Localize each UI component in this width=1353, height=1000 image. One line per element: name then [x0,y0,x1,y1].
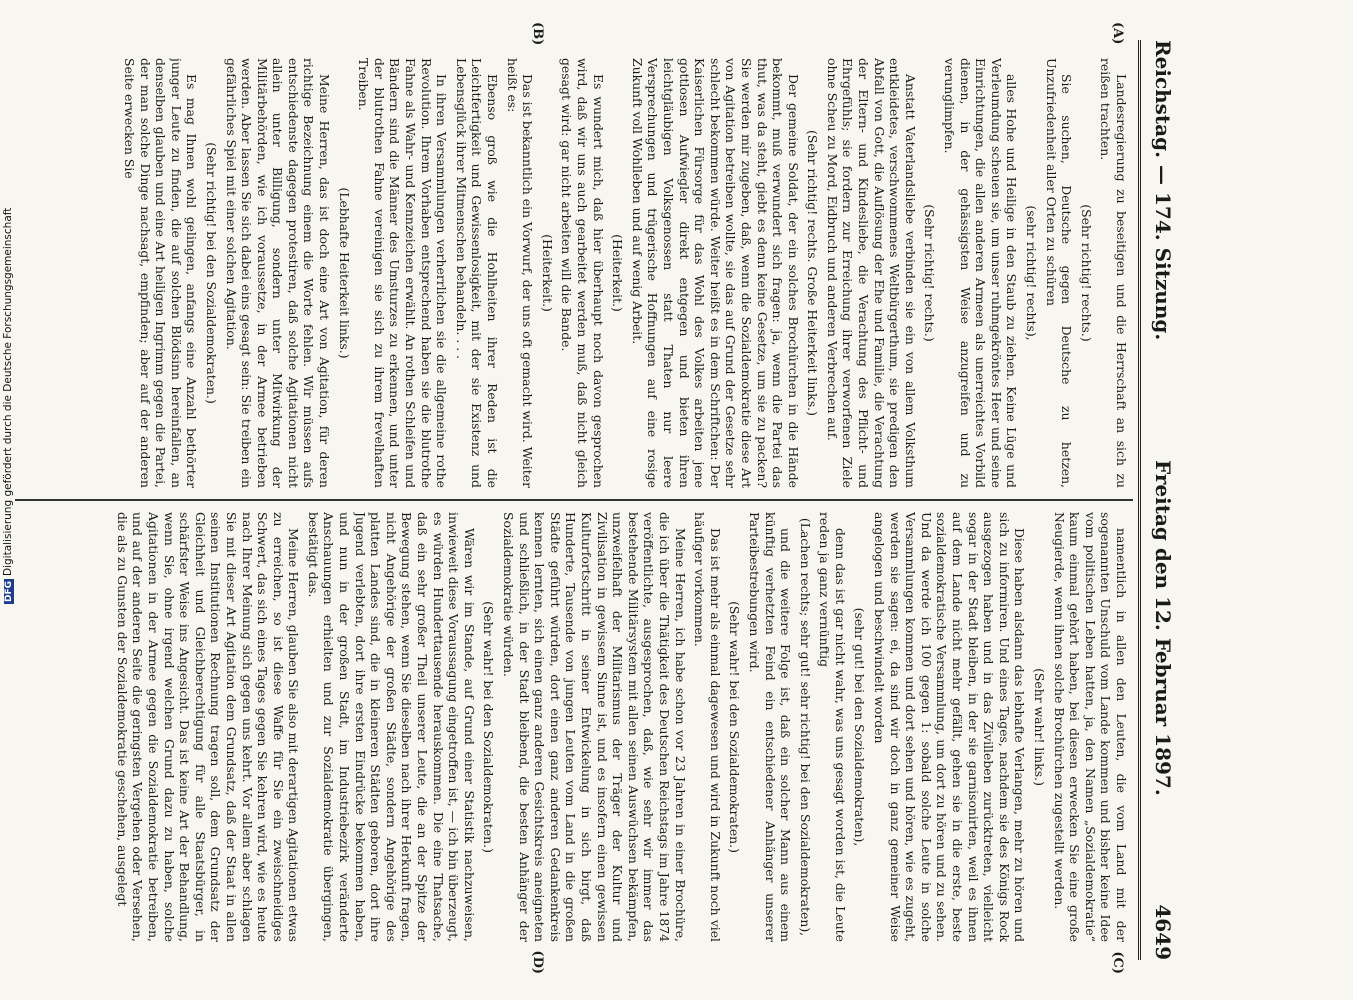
paragraph: Meine Herren, glauben Sie also mit derartigen Agitationen etwas zu erreichen, so ist diese Waffe für Sie ein zweischneidiges Schwert, das sich eines Tages gegen Sie kehren wird, wie es heute nach Ihrer Meinung sich gegen uns kehrt. Vor allem aber schlagen Sie mit dieser Art Agitation dem Grundsatz, daß der Staat in allen seinen Institutionen Rechnung tragen soll, dem Grundsatz der Gleichheit und Gleichberechtigung für alle Staatsbürger, in schärfster Weise ins Angesicht. Das ist keine Art der Behandlung, wenn Sie, ohne irgend welchen Grund dazu zu haben, solche Agitationen in der Armee gegen die Sozialdemokratie betreiben, und auf der anderen Seite die geringsten Vergehen oder Versehen, die als zu Gunsten der Sozialdemokratie geschehen, ausgelegt [114,512,302,942]
paragraph: (sehr richtig! rechts), [1024,205,1040,341]
paragraph: denn das ist gar nicht wahr, was uns gesagt worden ist, die Leute reden ja ganz vernünftig [817,512,848,942]
paragraph: Sie suchen, Deutsche gegen Deutsche zu hetzen, Unzufriedenheit aller Orten zu schüren [1043,58,1075,488]
paragraph: Wären wir im Stande, auf Grund einer Statistik nachzuweisen, inwieweit diese Voraussagung eingetroffen ist, — ich bin überzeugt, es würden Hunderttausende herauskommen. Die eine Thatsache, daß ein sehr großer Theil unserer Leute, die an der Spitze der Bewegung stehen, wenn Sie dieselben nach ihrer Herkunft fragen, nicht Angehörige der großen Städte, sondern Angehörige des platten Landes sind, die in kleineren Städten geboren, dort ihre Jugend verlebten, dort ihre ersten Eindrücke bekommen haben, und nun in der großen Stadt, im Industriebezirk veränderte Anschauungen erhielten und zur Sozialdemokratie übergingen, bestätigt das. [305,512,477,942]
paragraph: Landesregierung zu beseitigen und die Herrschaft an sich zu reißen trachten. [1098,58,1129,488]
paragraph: (Lachen rechts; sehr gut! sehr richtig! bei den Sozialdemokraten), [797,517,813,937]
right-column [15,512,1129,942]
paragraph: (Heiterkeit.) [539,234,555,312]
paragraph: Ebenso groß wie die Hohlheiten ihrer Reden ist die Leichtfertigkeit und Gewissenlosigkeit, mit der sie Existenz und Lebensglück ihrer Mitmenschen behandeln. . . . [453,58,501,488]
paragraph: und die weitere Folge ist, daß ein solcher Mann aus einem künftig verhetzten Feind ein entschiedener Anhänger unserer Parteibestrebungen wird. [746,512,794,942]
margin-mark-c: (C) [1110,951,1125,974]
paragraph: Es wundert mich, daß hier überhaupt noch davon gesprochen wird, daß wir uns auch gearbeitet werden muß, daß nicht gleich gesagt wird: gar nicht arbeiten will die Bande. [559,58,606,488]
margin-mark-a: (A) [1110,22,1125,45]
paragraph: (Sehr wahr! bei den Sozialdemokraten.) [481,601,497,853]
header-date: Freitag den 12. Februar 1897. [1151,460,1175,796]
paragraph: (Sehr richtig! rechts.) [1078,204,1094,342]
paragraph: (Sehr richtig! bei den Sozialdemokraten.) [203,142,219,404]
page-header [1138,40,1181,960]
rotated-page [0,20,1195,980]
header-session: Reichstag. — 174. Sitzung. [1151,40,1175,341]
column-divider [15,499,1133,501]
page-number: 4649 [1151,904,1175,960]
paragraph: (Sehr richtig! rechts.) [922,204,938,342]
paragraph: namentlich in allen den Leuten, die vom Land mit der sogenannten Unschuld vom Lande kommen und bisher keine Idee vom politischen Leben hatten, ja, den Namen „Sozialdemokratie“ kaum einmal gehört haben, bei diesen erwecken Sie eine große Neugierde, wenn ihnen solche Brochürchen zugestellt werden. [1051,512,1129,942]
dfg-credit [2,208,18,604]
left-column [15,58,1129,488]
paragraph: alles Hohe und Heilige in den Staub zu ziehen. Keine Lüge und Verleumdung scheuen sie, um unser ruhmgekröntes Heer und seine Einrichtungen, die allen anderen Armeen als unerreichtes Vorbild dienen, in der gehässigsten Weise anzugreifen und zu verunglimpfen. [942,58,1020,488]
dfg-logo: DFG [4,580,14,602]
paragraph: Es mag Ihnen wohl gelingen, anfangs eine Anzahl bethörter junger Leute zu finden, die auf solchen Blödsinn hereinfallen, an denselben glauben und eine Art heiligen Ingrimm gegen die Partei, der man solche Dinge nachsagt, empfinden; aber auf der anderen Seite erwecken Sie [121,58,200,488]
paragraph: Diese haben alsdann das lebhafte Verlangen, mehr zu hören und sich zu informiren. Und eines Tages, nachdem sie des Königs Rock ausgezogen haben und in das Zivilleben zurücktreten, vielleicht sogar in der Stadt bleiben, in der sie garnisonirten, weil es ihnen auf dem Lande nicht mehr gefällt, gehen sie in die erste, beste sozialdemokratische Versammlung, um dort zu hören und zu sehen. Und da werde ich 100 gegen 1: sobald solche Leute in solche Versammlungen kommen und dort sehen und hören, wie es zugeht, werden sie sagen: ei, da sind wir doch in ganz gemeiner Weise angelogen und beschwindelt worden [872,512,1028,942]
paragraph: In ihren Versammlungen verherrlichen sie die allgemeine rothe Revolution. Ihrem Vorhaben entsprechend haben sie die blutrothe Fahne als Wahr- und Kennzeichen erwählt. An rothen Schleifen und Bändern sind die Männer des Umsturzes zu erkennen, und unter der blutrothen Fahne vereinigen sie sich zu ihrem frevelhaften Treiben. [356,58,450,488]
paragraph: Anstatt Vaterlandsliebe verbinden sie ein von allem Volksthum entkleidetes, verschwommenes Weltbürgerthum, sie predigen den Abfall von Gott, die Auflösung der Ehe und Familie, die Verachtung der Eltern- und Kindesliebe, die Verachtung des Pflicht- und Ehrgefühls; sie fordern zur Erreichung ihrer verworfenen Ziele ohne Scheu zu Mord, Eidbruch und anderen Verbrechen auf. [824,58,918,488]
paragraph: Das ist bekanntlich ein Vorwurf, der uns oft gemacht wird. Weiter heißt es: [504,58,536,488]
paragraph: Der gemeine Soldat, der ein solches Brochürchen in die Hände bekommt, muß verwundert sich fragen: ja, wenn die Partei das thut, was da steht, giebt es denn keine Gesetze, um sie zu packen? Sie werden mir zugeben, daß, wenn die Sozialdemokratie diese Art von Agitation betreiben wollte, sie das auf Grund der Gesetze sehr schlecht bekommen würde. Weiter heißt es in dem Schriftchen: Der Kaiserlichen Fürsorge für das Wohl des Volkes arbeiten jene gottlosen Aufwiegler direkt entgegen und bieten ihren leichtgläubigen Volksgenossen statt Thaten nur leere Versprechungen und trügerische Hoffnungen auf eine rosige Zukunft voll Wohlleben und auf wenig Arbeit. [629,58,801,488]
paragraph: Meine Herren, ich habe schon vor 23 Jahren in einer Brochüre, die ich über die Thätigkeit des Deutschen Reichstags im Jahre 1874 veröffentlichte, ausgesprochen, daß, wie sehr wir immer das bestehende Militärsystem mit allen seinen Auswüchsen bekämpfen, unzweifelhaft der Militarismus der Träger der Kultur und Zivilisation in gewissem Sinne ist, und es insofern einen gewissen Kulturfortschritt in seiner Entwickelung in sich birgt, daß Hunderte, Tausende von jungen Leuten vom Land in die großen Städte geführt würden, dort einen ganz anderen Gedankenkreis kennen lernten, sich einen ganz anderen Gesichtskreis aneigneten und schließlich, in der Stadt bleibend, die besten Anhänger der Sozialdemokratie würden. [501,512,688,942]
credit-text: Digitalisierung gefördert durch die Deutsche Forschungsgemeinschaft [2,207,14,576]
paragraph: (Sehr wahr! bei den Sozialdemokraten.) [727,601,743,853]
margin-mark-d: (D) [530,950,545,974]
paragraph: (Sehr wahr! links.) [1032,668,1048,786]
paragraph: (Lebhafte Heiterkeit links.) [336,187,352,359]
margin-mark-b: (B) [530,22,545,46]
paragraph: (Sehr richtig! rechts. Große Heiterkeit links.) [805,130,821,416]
paragraph: (sehr gut! bei den Sozialdemokraten), [852,607,868,847]
paragraph: (Heiterkeit.) [610,234,626,312]
paragraph: Meine Herren, das ist doch eine Art von Agitation, für deren richtige Bezeichnung einem die Worte fehlen. Wir müssen aufs entschiedenste dagegen protestiren, daß solche Agitationen nicht allein unter Billigung, sondern unter Mitwirkung der Militärbehörden, wie ich voraussetze, in der Armee betrieben werden. Aber lassen Sie sich dabei eins gesagt sein: Sie treiben ein gefährliches Spiel mit einer solchen Agitation. [223,58,333,488]
paragraph: Das ist mehr als einmal dagewesen und wird in Zukunft noch viel häufiger vorkommen. [692,512,723,942]
